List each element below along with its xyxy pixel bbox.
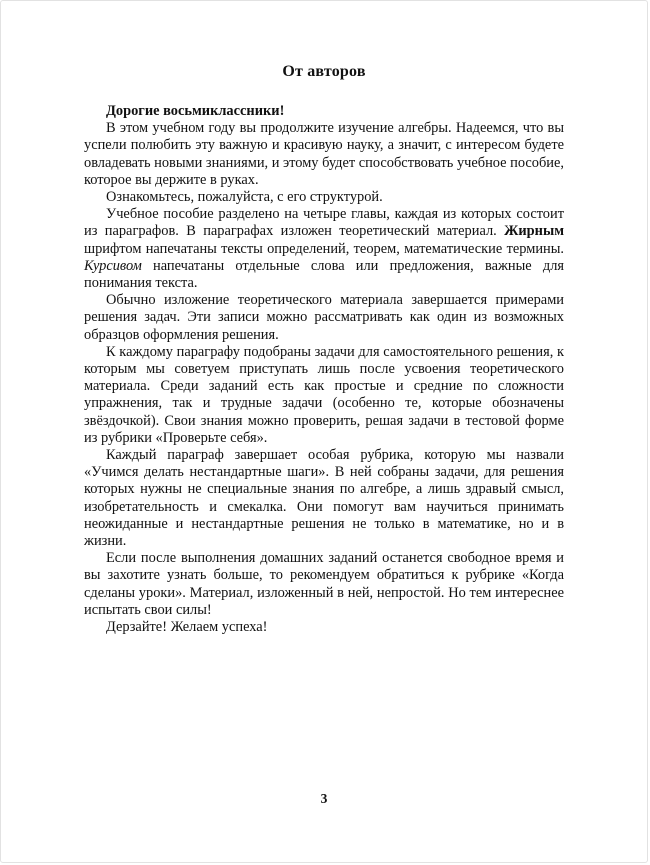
bold-term: Жирным xyxy=(504,223,564,240)
text-run: Учебное пособие разделено на четыре главы, каждая из которых состоит из параграфов. В параграфах изложен теоретический материал. xyxy=(84,206,564,240)
page-number: 3 xyxy=(320,791,328,806)
text-run: напечатаны отдельные слова или предложения, важные для понимания текста. xyxy=(84,257,564,292)
paragraph-extra: Если после выполнения домашних заданий останется свободное время и вы захотите узнать больше, то рекомендуем обратиться к рубрике «Когда сделаны уроки». Материал, изложенный в ней, непростой. Но тем интереснее испытать свои силы! xyxy=(84,550,564,618)
paragraph-rubric: Каждый параграф завершает особая рубрика, которую мы назвали «Учимся делать нестандартные шаги». В ней собраны задачи, для решения которых нужны не специальные знания по алгебре, а лишь здравый смысл, изобретательность и смекалка. Они помогут вам научиться принимать неожиданные и нестандартные решения не только в математике, но и в жизни. xyxy=(84,447,564,550)
page-title: От авторов xyxy=(282,63,366,80)
page-body xyxy=(84,103,564,636)
paragraph-tasks: К каждому параграфу подобраны задачи для самостоятельного решения, к которым мы советуем приступать лишь после усвоения теоретического материала. Среди заданий есть как простые и средние по сложности упражнения, так и трудные задачи (особенно те, которые обозначены звёздочкой). Свои знания можно проверить, решая задачи в тестовой форме из рубрики «Проверьте себя». xyxy=(84,343,564,446)
paragraph-structure xyxy=(84,206,564,292)
paragraph-structure-note: Ознакомьтесь, пожалуйста, с его структурой. xyxy=(106,189,383,206)
paragraph-examples: Обычно изложение теоретического материала завершается примерами решения задач. Эти записи можно рассматривать как один из возможных образцов оформления решения. xyxy=(84,292,564,343)
italic-term: Курсивом xyxy=(84,257,142,274)
salutation: Дорогие восьмиклассники! xyxy=(106,103,285,119)
paragraph-closing: Дерзайте! Желаем успеха! xyxy=(106,619,268,636)
paragraph-intro: В этом учебном году вы продолжите изучение алгебры. Надеемся, что вы успели полюбить эту важную и красивую науку, а значит, с интересом будете овладевать новыми знаниями, и этому будет способствовать учебное пособие, которое вы держите в руках. xyxy=(84,120,564,188)
text-run: шрифтом напечатаны тексты определений, теорем, математические термины. xyxy=(84,240,564,257)
